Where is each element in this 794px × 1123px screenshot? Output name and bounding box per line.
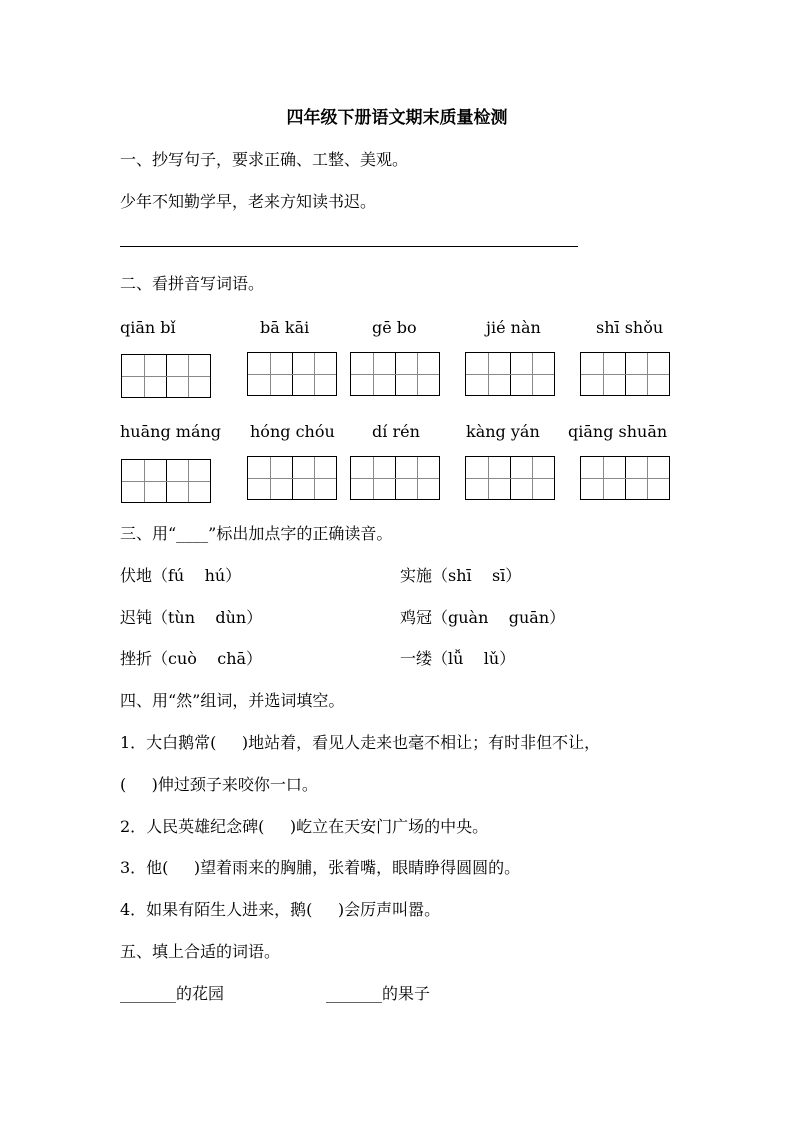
pinyin-label: hóng chóu [250, 422, 335, 441]
pinyin-label: qiān bǐ [120, 318, 176, 337]
fill-question[interactable]: ( )伸过颈子来咬你一口。 [120, 775, 318, 794]
writing-grid[interactable] [350, 352, 440, 396]
fill-question[interactable]: 4．如果有陌生人进来，鹅( )会厉声叫嚣。 [120, 900, 441, 919]
page-title: 四年级下册语文期末质量检测 [286, 108, 508, 128]
writing-grid[interactable] [121, 354, 211, 398]
pronunciation-item[interactable]: 一缕（lǚ lǔ） [400, 649, 516, 668]
section3-heading: 三、用“____”标出加点字的正确读音。 [120, 524, 393, 543]
writing-grid[interactable] [580, 352, 670, 396]
pronunciation-item[interactable]: 迟钝（tùn dùn） [120, 608, 263, 627]
pronunciation-item[interactable]: 伏地（fú hú） [120, 566, 242, 585]
writing-grid[interactable] [247, 456, 337, 500]
pinyin-label: huāng máng [120, 422, 222, 441]
writing-grid[interactable] [247, 352, 337, 396]
pinyin-label: bā kāi [260, 318, 310, 337]
pinyin-label: qiāng shuān [568, 422, 668, 441]
fill-question[interactable]: 3．他( )望着雨来的胸脯，张着嘴，眼睛睁得圆圆的。 [120, 858, 521, 877]
section5-heading: 五、填上合适的词语。 [120, 942, 281, 961]
writing-line[interactable] [120, 246, 578, 247]
section1-heading: 一、抄写句子，要求正确、工整、美观。 [120, 150, 409, 169]
pronunciation-item[interactable]: 鸡冠（guàn guān） [400, 608, 566, 627]
fill-question[interactable]: 1．大白鹅常( )地站着，看见人走来也毫不相让；有时非但不让， [120, 733, 601, 752]
fill-question[interactable]: 2．人民英雄纪念碑( )屹立在天安门广场的中央。 [120, 817, 489, 836]
section4-heading: 四、用“然”组词，并选词填空。 [120, 691, 345, 710]
pinyin-label: jié nàn [486, 318, 541, 337]
pinyin-label: dí rén [372, 422, 420, 441]
writing-grid[interactable] [350, 456, 440, 500]
pinyin-label: shī shǒu [596, 318, 664, 337]
pronunciation-item[interactable]: 实施（shī sī） [400, 566, 522, 585]
writing-grid[interactable] [121, 459, 211, 503]
copy-sentence: 少年不知勤学早，老来方知读书迟。 [120, 192, 377, 211]
fill-phrase[interactable]: _______的花园 [120, 984, 225, 1003]
section2-heading: 二、看拼音写词语。 [120, 274, 265, 293]
writing-grid[interactable] [465, 456, 555, 500]
pinyin-label: kàng yán [466, 422, 540, 441]
writing-grid[interactable] [465, 352, 555, 396]
writing-grid[interactable] [580, 456, 670, 500]
pronunciation-item[interactable]: 挫折（cuò chā） [120, 649, 263, 668]
fill-phrase[interactable]: _______的果子 [326, 984, 431, 1003]
pinyin-label: gē bo [372, 318, 417, 337]
